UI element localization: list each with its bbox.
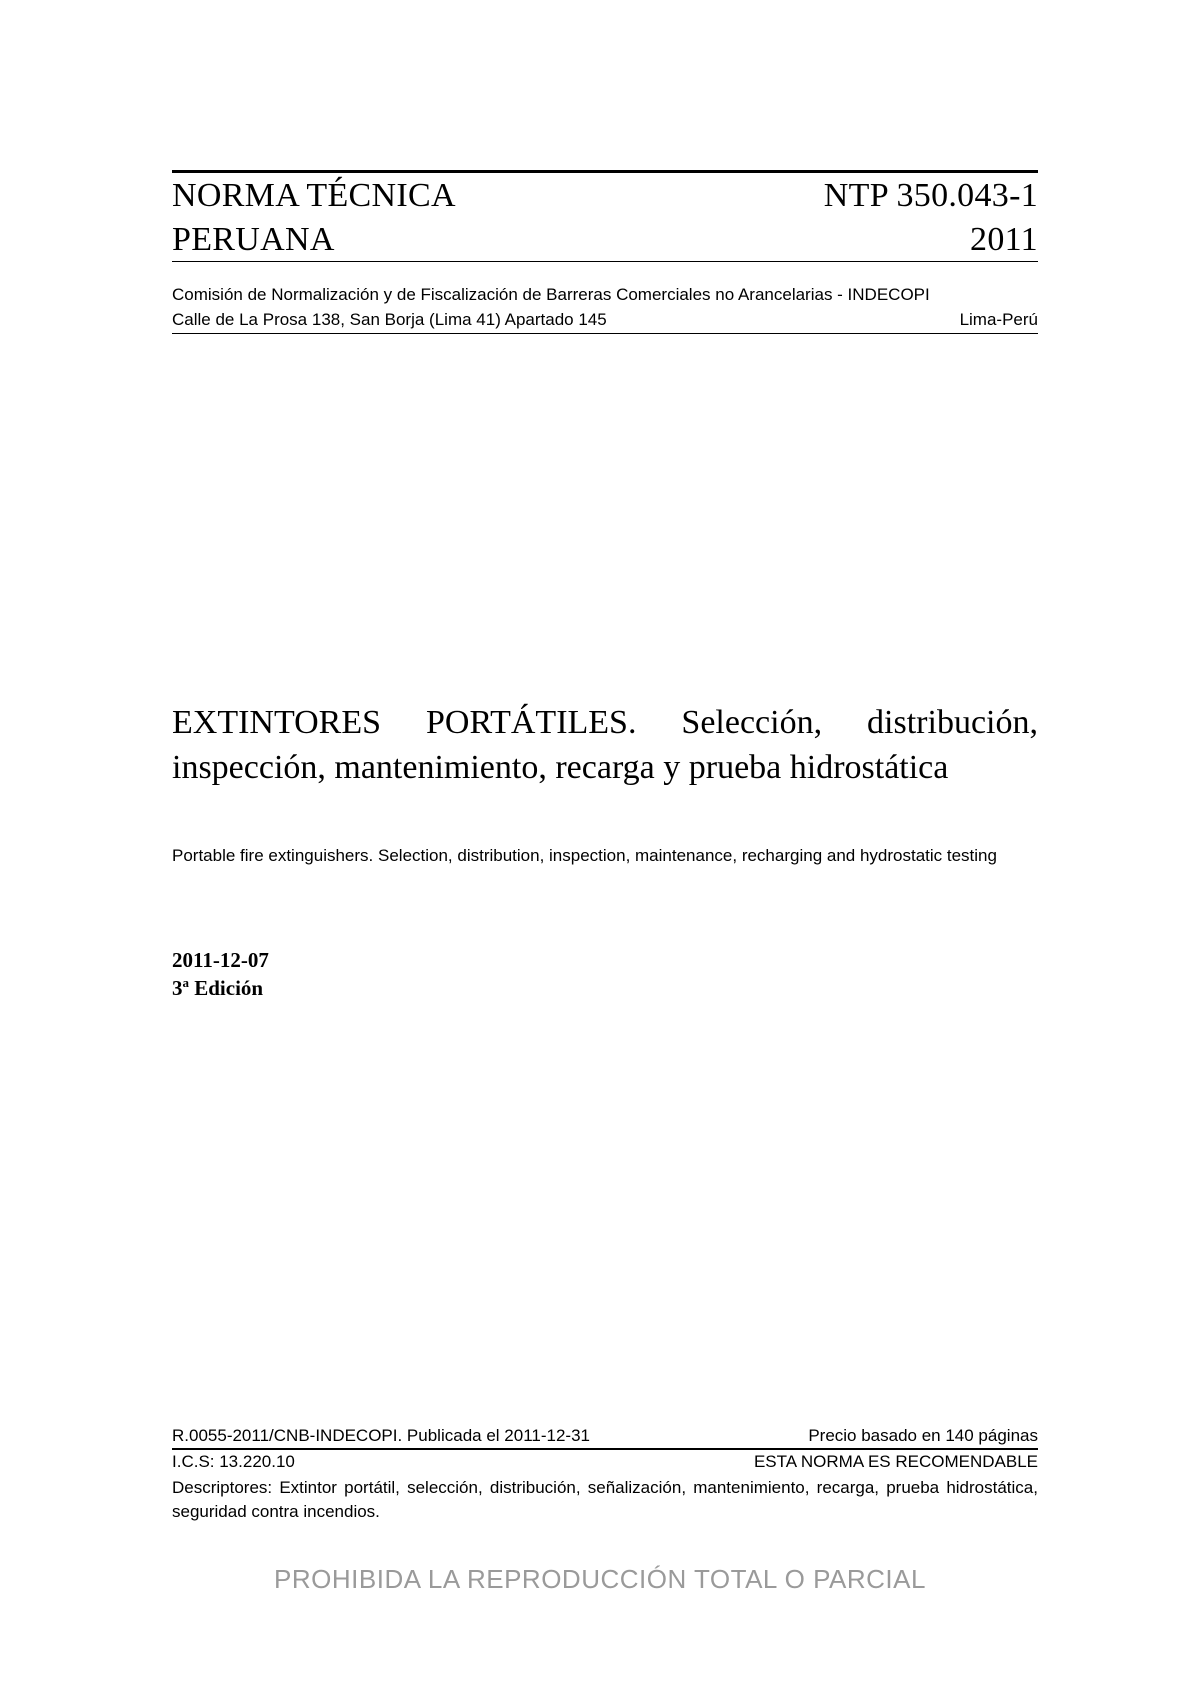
resolution-text: R.0055-2011/CNB-INDECOPI. Publicada el 2011-12-31	[172, 1426, 590, 1445]
document-date: 2011-12-07	[172, 948, 269, 972]
organization-rule	[172, 333, 1038, 334]
header-label-line2: PERUANA	[172, 221, 335, 258]
document-title: EXTINTORES PORTÁTILES. Selección, distribución, inspección, mantenimiento, recarga y prueba hidrostática	[172, 704, 1038, 786]
standard-header	[172, 174, 1038, 262]
footer-row-2	[172, 1450, 1038, 1474]
footer-row-1	[172, 1424, 1038, 1448]
document-title-english: Portable fire extinguishers. Selection, distribution, inspection, maintenance, recharging and hydrostatic testing	[172, 846, 997, 865]
header-bottom-rule	[172, 261, 1038, 262]
header-row-1	[172, 174, 1038, 218]
header-row-2	[172, 218, 1038, 262]
edition-superscript: a	[182, 975, 189, 990]
organization-address: Calle de La Prosa 138, San Borja (Lima 41) Apartado 145	[172, 310, 607, 329]
organization-block	[172, 282, 1038, 332]
edition-number: 3	[172, 976, 183, 1000]
recommendation-status: ESTA NORMA ES RECOMENDABLE	[753, 1452, 1038, 1471]
organization-city: Lima-Perú	[959, 310, 1038, 329]
standard-code: NTP 350.043-1	[823, 177, 1038, 214]
organization-name-row	[172, 282, 1038, 307]
price-text: Precio basado en 140 páginas	[808, 1426, 1038, 1445]
organization-address-row	[172, 307, 1038, 332]
reproduction-notice: PROHIBIDA LA REPRODUCCIÓN TOTAL O PARCIAL	[274, 1564, 926, 1594]
standard-year: 2011	[970, 221, 1038, 258]
header-label-line1: NORMA TÉCNICA	[172, 177, 456, 214]
descriptors-text: Descriptores: Extintor portátil, selección, distribución, señalización, mantenimiento, recarga, prueba hidrostática, seguridad contra incendios.	[172, 1478, 1038, 1521]
organization-name: Comisión de Normalización y de Fiscalización de Barreras Comerciales no Arancelarias - INDECOPI	[172, 285, 930, 304]
header-top-rule	[172, 170, 1038, 173]
document-edition	[172, 973, 263, 1003]
edition-label: Edición	[194, 976, 264, 1000]
ics-code: I.C.S: 13.220.10	[172, 1452, 295, 1471]
